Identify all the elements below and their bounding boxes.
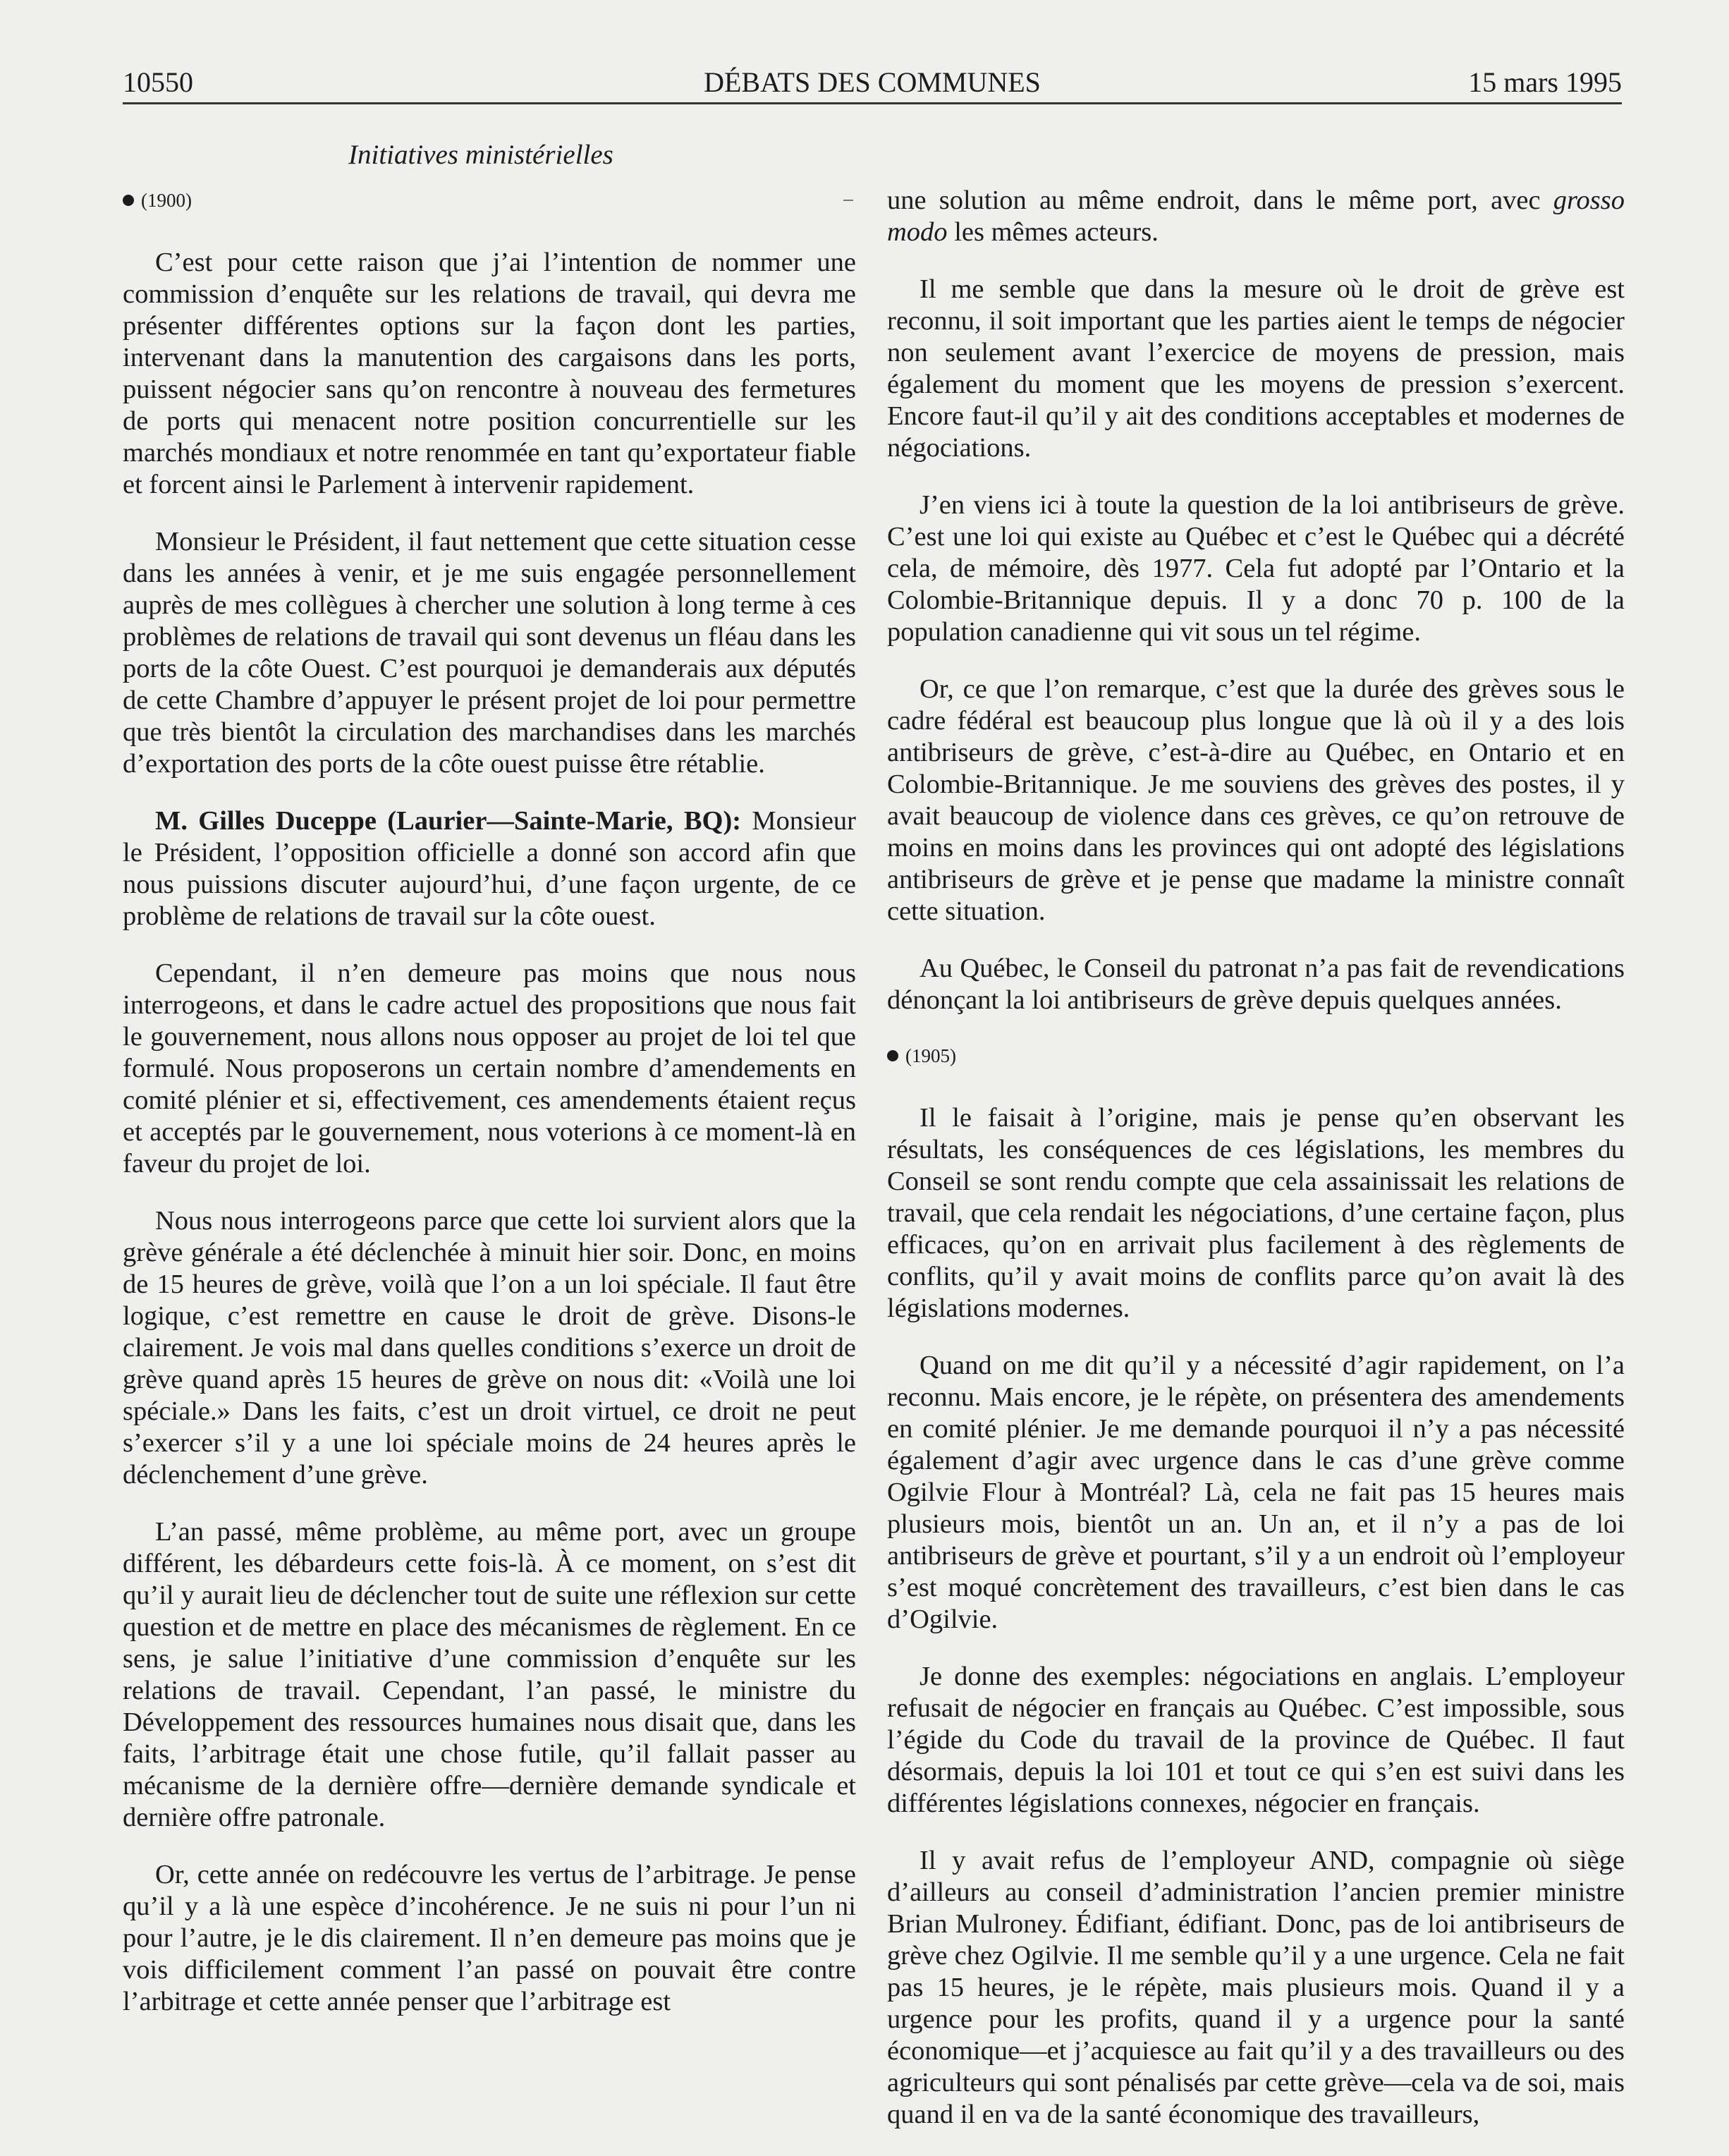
italic-text: grosso modo xyxy=(887,185,1625,247)
right-column xyxy=(887,185,1625,2156)
section-label: Initiatives ministérielles xyxy=(348,140,613,170)
header-rule xyxy=(123,102,1622,104)
paragraph xyxy=(887,185,1625,248)
publication-title: DÉBATS DES COMMUNES xyxy=(704,66,1041,98)
speech-text: Monsieur le Président, l’opposition officielle a donné son accord afin que nous puissions discuter aujourd’hui, d’une façon urgente, de ce problème de relations de travail sur la côte ouest. xyxy=(123,806,856,931)
time-marker xyxy=(887,1042,1625,1070)
paragraph: Je donne des exemples: négociations en anglais. L’employeur refusait de négocier en français au Québec. C’est impossible, sous l’égide du Code du travail de la province de Québec. Il faut désormais, depuis la loi 101 et tout ce qui s’en est suivi dans les différentes législations connexes, négocier en français. xyxy=(887,1662,1625,1818)
paragraph: C’est pour cette raison que j’ai l’intention de nommer une commission d’enquête sur les relations de travail, qui devra me présenter différentes options sur la façon dont les parties, intervenant dans la manutention des cargaisons dans les ports, puissent négocier sans qu’on rencontre à nouveau des fermetures de ports qui menacent notre position concurrentielle sur les marchés mondiaux et notre renommée en tant qu’exportateur fiable et forcent ainsi le Parlement à intervenir rapidement. xyxy=(123,248,856,499)
text-run: une solution au même endroit, dans le même port, avec xyxy=(887,185,1553,215)
paragraph: Au Québec, le Conseil du patronat n’a pas fait de revendications dénonçant la loi antibriseurs de grève depuis quelques années. xyxy=(887,954,1625,1015)
time-marker-text: (1905) xyxy=(905,1045,956,1066)
paragraph: Or, cette année on redécouvre les vertus de l’arbitrage. Je pense qu’il y a là une espèce d’incohérence. Je ne suis ni pour l’un ni pour l’autre, je le dis clairement. Il n’en demeure pas moins que je vois difficilement comment l’an passé on pouvait être contre l’arbitrage et cette année penser que l’arbitrage est xyxy=(123,1860,856,2016)
paragraph: Or, ce que l’on remarque, c’est que la durée des grèves sous le cadre fédéral est beaucoup plus longue que là où il y a des lois antibriseurs de grève, c’est-à-dire au Québec, en Ontario et en Colombie-Britannique. Je me souviens des grèves des postes, il y avait beaucoup de violence dans ces grèves, ce qu’on retrouve de moins en moins dans les provinces qui ont adopté des législations antibriseurs de grève et je pense que madame la ministre connaît cette situation. xyxy=(887,674,1625,926)
bullet-icon xyxy=(123,195,134,206)
bullet-icon xyxy=(887,1050,898,1061)
time-marker xyxy=(123,186,856,214)
paragraph: Il y avait refus de l’employeur AND, compagnie où siège d’ailleurs au conseil d’administration l’ancien premier ministre Brian Mulroney. Édifiant, édifiant. Donc, pas de loi antibriseurs de grève chez Ogilvie. Il me semble qu’il y a une urgence. Cela ne fait pas 15 heures, je le répète, mais plusieurs mois. Quand il y a urgence pour les profits, quand il y a urgence pour la santé économique—et j’acquiesce au fait qu’il y a des travailleurs ou des agriculteurs qui sont pénalisés par cette grève—cela va de soi, mais quand il en va de la santé économique des travailleurs, xyxy=(887,1846,1625,2129)
page-header xyxy=(123,65,1622,100)
paragraph: J’en viens ici à toute la question de la loi antibriseurs de grève. C’est une loi qui existe au Québec et c’est le Québec qui a décrété cela, de mémoire, dès 1977. Cela fut adopté par l’Ontario et la Colombie-Britannique depuis. Il y a donc 70 p. 100 de la population canadienne qui vit sous un tel régime. xyxy=(887,490,1625,647)
paragraph: Il me semble que dans la mesure où le droit de grève est reconnu, il soit important que les parties aient le temps de négocier non seulement avant l’exercice de moyens de pression, mais également du moment que les moyens de pression s’exercent. Encore faut-il qu’il y ait des conditions acceptables et modernes de négociations. xyxy=(887,274,1625,463)
paragraph: Il le faisait à l’origine, mais je pense qu’en observant les résultats, les conséquences de ces législations, les membres du Conseil se sont rendu compte que cela assainissait les relations de travail, que cela rendait les négociations, d’une certaine façon, plus efficaces, qu’on en arrivait plus facilement à des règlements de conflits, qu’il y avait moins de conflits parce qu’on avait là des législations modernes. xyxy=(887,1103,1625,1323)
paragraph: Cependant, il n’en demeure pas moins que nous nous interrogeons, et dans le cadre actuel des propositions que nous fait le gouvernement, nous allons nous opposer au projet de loi tel que formulé. Nous proposerons un certain nombre d’amendements en comité plénier et si, effectivement, ces amendements étaient reçus et acceptés par le gouvernement, nous voterions à ce moment-là en faveur du projet de loi. xyxy=(123,958,856,1179)
speaker-name: M. Gilles Duceppe (Laurier—Sainte-Marie, BQ): xyxy=(155,806,742,836)
text-run: les mêmes acteurs. xyxy=(947,217,1159,247)
paragraph: L’an passé, même problème, au même port, avec un groupe différent, les débardeurs cette fois-là. À ce moment, on s’est dit qu’il y aurait lieu de déclencher tout de suite une réflexion sur cette question et de mettre en place des mécanismes de règlement. En ce sens, je salue l’initiative d’une commission d’enquête sur les relations de travail. Cependant, l’an passé, le ministre du Développement des ressources humaines nous disait que, dans les faits, l’arbitrage était une chose futile, qu’il fallait passer au mécanisme de la dernière offre—dernière demande syndicale et dernière offre patronale. xyxy=(123,1517,856,1832)
time-marker-text: (1900) xyxy=(141,190,192,211)
paragraph: Monsieur le Président, il faut nettement que cette situation cesse dans les années à venir, et je me suis engagée personnellement auprès de mes collègues à chercher une solution à long terme à ces problèmes de relations de travail qui sont devenus un fléau dans les ports de la côte Ouest. C’est pourquoi je demanderais aux députés de cette Chambre d’appuyer le présent projet de loi pour permettre que très bientôt la circulation des marchandises dans les marchés d’exportation des ports de la côte ouest puisse être rétablie. xyxy=(123,527,856,779)
paragraph: Quand on me dit qu’il y a nécessité d’agir rapidement, on l’a reconnu. Mais encore, je le répète, on présentera des amendements en comité plénier. Je me demande pourquoi il n’y a pas nécessité également d’agir avec urgence dans le cas d’une grève comme Ogilvie Flour à Montréal? Là, cela ne fait pas 15 heures mais plusieurs mois, bientôt un an. Un an, et il n’y a pas de loi antibriseurs de grève et pourtant, s’il y a un endroit où l’employeur s’est moqué concrètement des travailleurs, c’est bien dans le cas d’Ogilvie. xyxy=(887,1351,1625,1634)
left-column xyxy=(123,182,856,2043)
paragraph xyxy=(123,805,856,932)
publication-date: 15 mars 1995 xyxy=(1468,66,1622,98)
paragraph: Nous nous interrogeons parce que cette loi survient alors que la grève générale a été déclenchée à minuit hier soir. Donc, en moins de 15 heures de grève, voilà que l’on a un loi spéciale. Il faut être logique, c’est remettre en cause le droit de grève. Disons-le clairement. Je vois mal dans quelles conditions s’exerce un droit de grève quand après 15 heures de grève on nous dit: «Voilà une loi spéciale.» Dans les faits, c’est un droit virtuel, ce droit ne peut s’exercer s’il y a une loi spéciale moins de 24 heures après le déclenchement d’une grève. xyxy=(123,1206,856,1490)
page-number: 10550 xyxy=(123,66,193,98)
